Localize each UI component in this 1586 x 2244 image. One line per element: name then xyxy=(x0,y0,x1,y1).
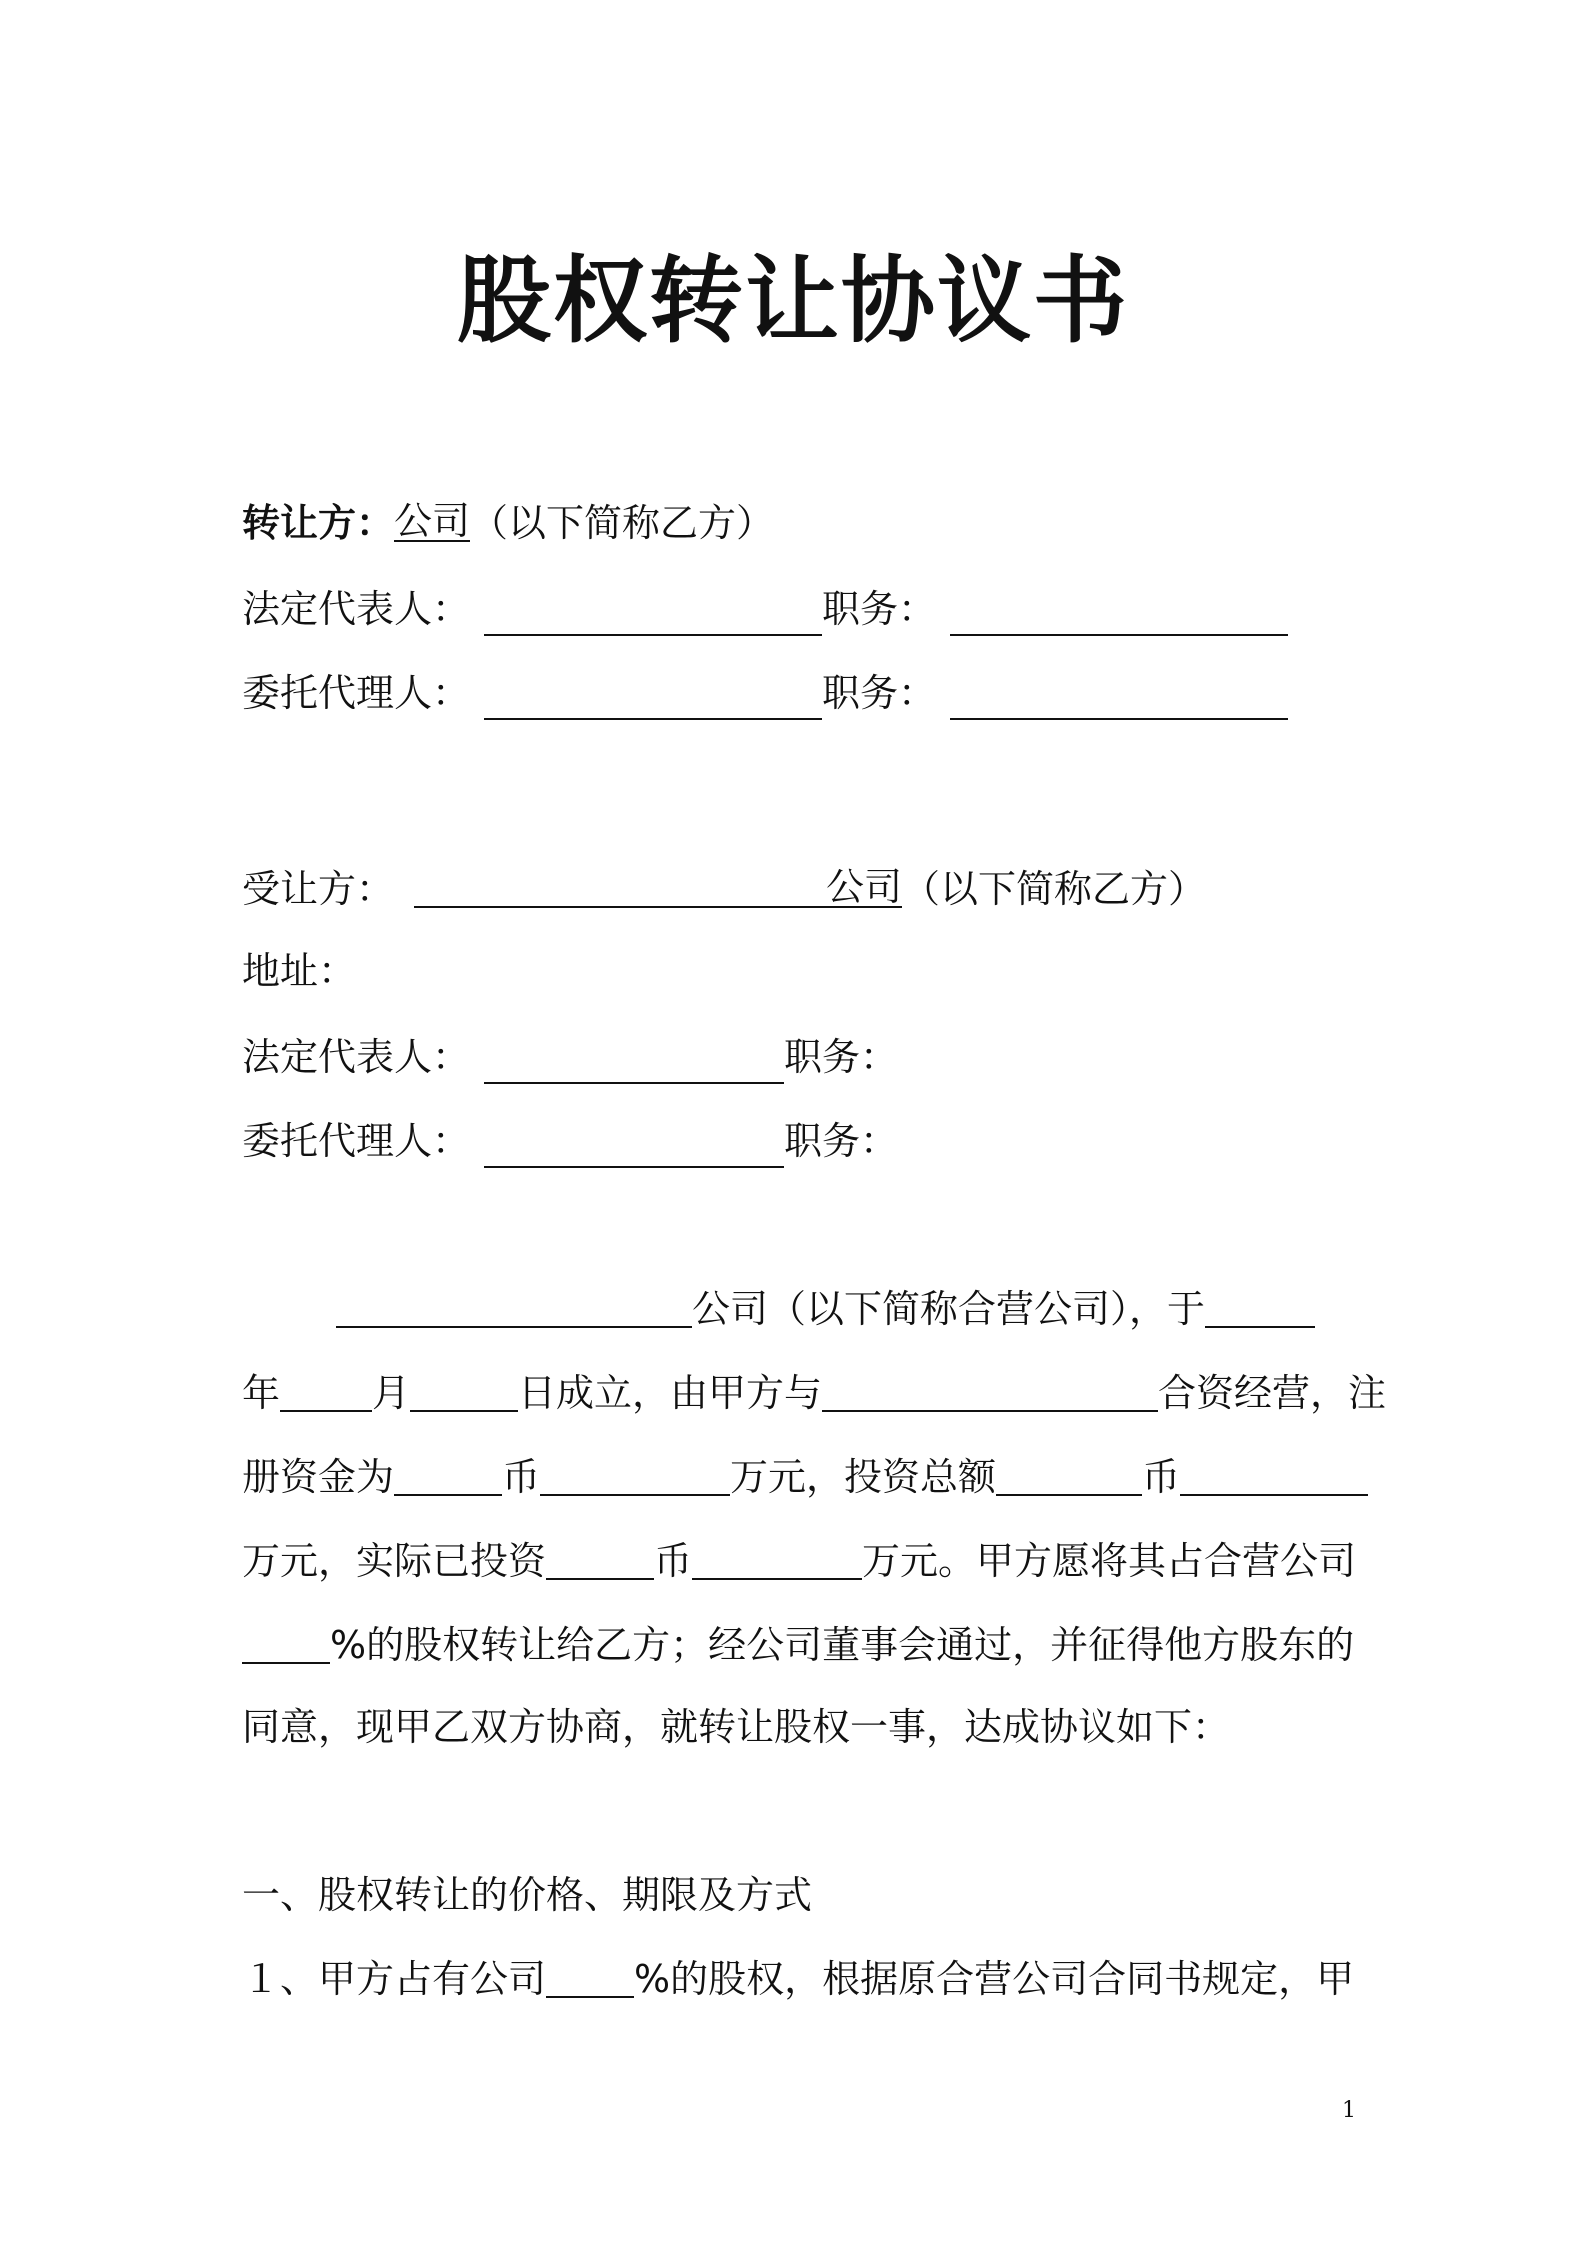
para-text: 币 xyxy=(502,1455,541,1499)
transferee-line xyxy=(242,865,1207,911)
transferor-label: 转让方： xyxy=(242,501,395,545)
transferor-agent-blank xyxy=(484,672,822,720)
transferee-company: 公司 xyxy=(414,868,902,908)
para-text: 合资经营，注 xyxy=(1158,1371,1387,1415)
transferee-label: 受让方： xyxy=(242,867,395,911)
transferor-legal-rep-label: 法定代表人： xyxy=(242,587,471,631)
page-number: 1 xyxy=(1342,2098,1356,2123)
para-text: 币 xyxy=(654,1539,693,1583)
transferee-agent-label: 委托代理人： xyxy=(242,1119,471,1163)
para-text: 同意，现甲乙双方协商，就转让股权一事，达成协议如下： xyxy=(242,1705,1231,1749)
section-heading: 一、股权转让的价格、期限及方式 xyxy=(242,1873,813,1917)
transferee-legal-rep-label: 法定代表人： xyxy=(242,1035,471,1079)
transferee-agent-blank xyxy=(484,1120,784,1168)
transferor-legal-rep-line xyxy=(242,588,1288,636)
transferor-position-blank xyxy=(950,588,1288,636)
para-text: 日成立，由甲方与 xyxy=(518,1371,823,1415)
transferee-agent-position-label: 职务： xyxy=(784,1119,899,1163)
para-text: 年 xyxy=(242,1371,281,1415)
transferor-position-label: 职务： xyxy=(822,587,937,631)
transferee-address-line xyxy=(242,949,357,993)
transferor-agent-line xyxy=(242,672,1288,720)
transferee-legal-rep-blank xyxy=(484,1036,784,1084)
para-text: 万元。甲方愿将其占合营公司 xyxy=(862,1539,1357,1583)
transferor-agent-position-blank xyxy=(950,672,1288,720)
para-text: 万元，投资总额 xyxy=(730,1455,997,1499)
section-item-1 xyxy=(242,1957,1355,2001)
item-text: １、甲方占有公司 xyxy=(242,1957,547,2001)
para-line-5 xyxy=(242,1623,1355,1667)
transferor-line xyxy=(242,499,775,545)
transferor-agent-position-label: 职务： xyxy=(822,671,937,715)
para-line-4 xyxy=(242,1539,1357,1583)
transferor-abbr: （以下简称乙方） xyxy=(470,501,775,545)
document-title: 股权转让协议书 xyxy=(456,247,1129,356)
transferor-legal-rep-blank xyxy=(484,588,822,636)
transferor-company: 公司 xyxy=(394,499,471,543)
para-text: 册资金为 xyxy=(242,1455,395,1499)
item-text: %的股权，根据原合营公司合同书规定，甲 xyxy=(634,1957,1355,2001)
para-text: 万元，实际已投资 xyxy=(242,1539,547,1583)
transferee-abbr: （以下简称乙方） xyxy=(902,867,1207,911)
para-line-1 xyxy=(242,1287,1315,1331)
para-text: 月 xyxy=(372,1371,411,1415)
transferee-position-label: 职务： xyxy=(784,1035,899,1079)
para-line-6 xyxy=(242,1705,1231,1749)
transferee-legal-rep-line xyxy=(242,1036,898,1084)
para-text: 公司（以下简称合营公司），于 xyxy=(692,1287,1206,1331)
para-line-2 xyxy=(242,1371,1387,1415)
transferee-address-label: 地址： xyxy=(242,949,357,993)
transferor-agent-label: 委托代理人： xyxy=(242,671,471,715)
para-line-3 xyxy=(242,1455,1368,1499)
transferee-agent-line xyxy=(242,1120,898,1168)
para-text: %的股权转让给乙方；经公司董事会通过，并征得他方股东的 xyxy=(330,1623,1355,1667)
para-text: 币 xyxy=(1142,1455,1181,1499)
